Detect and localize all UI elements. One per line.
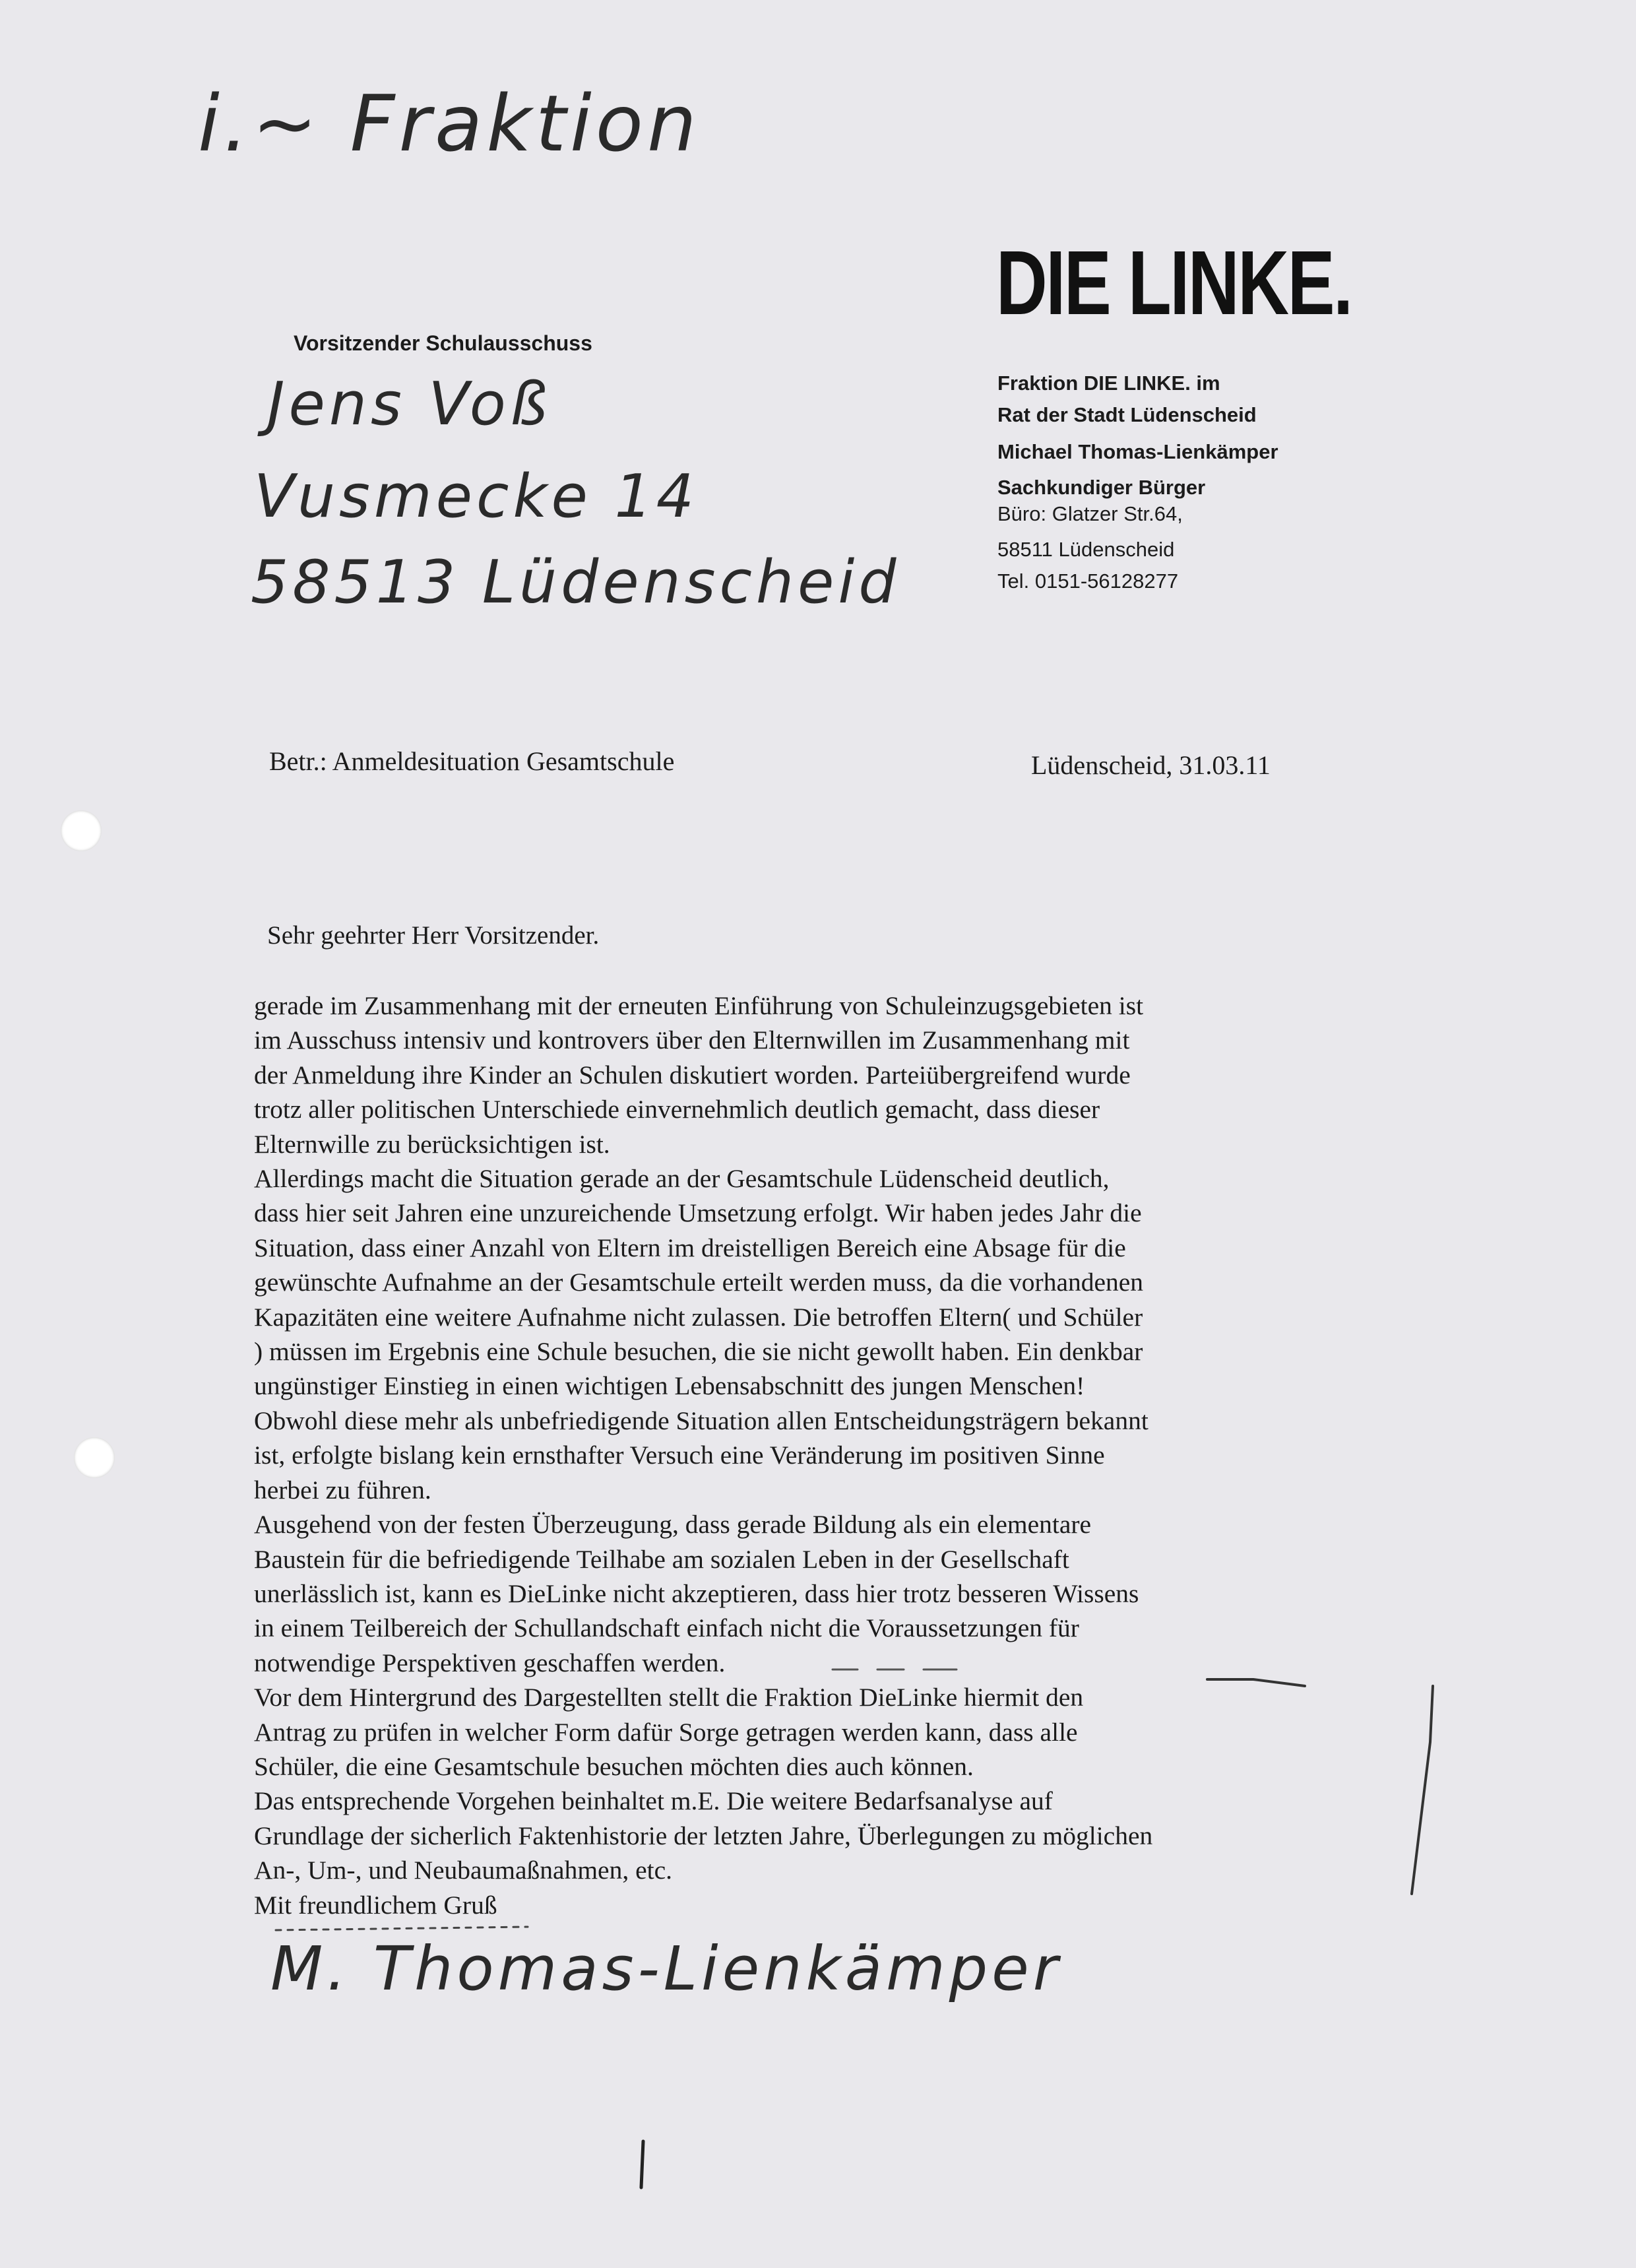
body-line: Situation, dass einer Anzahl von Eltern im dreistelligen Bereich eine Absage für die xyxy=(254,1233,1126,1262)
letter-date: Lüdenscheid, 31.03.11 xyxy=(1031,750,1271,780)
body-line: Ausgehend von der festen Überzeugung, dass gerade Bildung als ein elementare xyxy=(254,1510,1092,1539)
party-logo: DIE LINKE. xyxy=(996,232,1352,334)
sender-line-name: Michael Thomas-Lienkämper xyxy=(997,440,1278,463)
handwritten-underline xyxy=(276,1927,528,1930)
handwritten-bracket-mark xyxy=(1207,1679,1433,1894)
body-line: Kapazitäten eine weitere Aufnahme nicht zulassen. Die betroffen Eltern( und Schüler xyxy=(254,1302,1143,1332)
salutation: Sehr geehrter Herr Vorsitzender. xyxy=(267,921,600,950)
handwritten-top-note: i.~ Fraktion xyxy=(198,78,701,169)
sender-line-faction: Fraktion DIE LINKE. im xyxy=(997,372,1220,395)
body-line: Das entsprechende Vorgehen beinhaltet m.E. Die weitere Bedarfsanalyse auf xyxy=(254,1786,1053,1816)
body-line: unerlässlich ist, kann es DieLinke nicht akzeptieren, dass hier trotz besseren Wissens xyxy=(254,1578,1139,1608)
sender-line-city: 58511 Lüdenscheid xyxy=(997,538,1175,561)
body-line: Obwohl diese mehr als unbefriedigende Situation allen Entscheidungsträgern bekannt xyxy=(254,1406,1148,1435)
body-line: Antrag zu prüfen in welcher Form dafür Sorge getragen werden kann, dass alle xyxy=(254,1717,1078,1747)
body-line: Grundlage der sicherlich Faktenhistorie der letzten Jahre, Überlegungen zu möglichen xyxy=(254,1821,1153,1850)
body-line: gewünschte Aufnahme an der Gesamtschule erteilt werden muss, da die vorhandenen xyxy=(254,1268,1144,1297)
sender-line-office: Büro: Glatzer Str.64, xyxy=(997,502,1183,525)
sender-line-phone: Tel. 0151-56128277 xyxy=(997,569,1179,593)
body-line: trotz aller politischen Unterschiede einvernehmlich deutlich gemacht, dass dieser xyxy=(254,1095,1100,1124)
body-line: im Ausschuss intensiv und kontrovers über den Elternwillen im Zusammenhang mit xyxy=(254,1025,1130,1055)
recipient-title: Vorsitzender Schulausschuss xyxy=(294,331,592,355)
body-line: An-, Um-, und Neubaumaßnahmen, etc. xyxy=(254,1856,673,1885)
handwritten-vertical-stroke xyxy=(641,2141,643,2187)
body-line: in einem Teilbereich der Schullandschaft einfach nicht die Voraussetzungen für xyxy=(254,1613,1079,1643)
handwritten-signature: M. Thomas-Lienkämper xyxy=(270,1933,1062,2004)
body-line: Mit freundlichem Gruß xyxy=(254,1890,497,1920)
sender-line-council: Rat der Stadt Lüdenscheid xyxy=(997,403,1257,426)
body-line: der Anmeldung ihre Kinder an Schulen diskutiert worden. Parteiübergreifend wurde xyxy=(254,1060,1131,1089)
body-line: Allerdings macht die Situation gerade an der Gesamtschule Lüdenscheid deutlich, xyxy=(254,1164,1110,1194)
body-line: Elternwille zu berücksichtigen ist. xyxy=(254,1129,610,1159)
sender-line-role: Sachkundiger Bürger xyxy=(997,476,1206,499)
body-line: Baustein für die befriedigende Teilhabe am sozialen Leben in der Gesellschaft xyxy=(254,1544,1069,1574)
body-line: dass hier seit Jahren eine unzureichende Umsetzung erfolgt. Wir haben jedes Jahr die xyxy=(254,1198,1142,1228)
body-line: gerade im Zusammenhang mit der erneuten Einführung von Schuleinzugsgebieten ist xyxy=(254,991,1144,1020)
body-line: Schüler, die eine Gesamtschule besuchen möchten dies auch können. xyxy=(254,1751,974,1781)
body-line: ungünstiger Einstieg in einen wichtigen Lebensabschnitt des jungen Menschen! xyxy=(254,1371,1085,1401)
body-line: ist, erfolgte bislang kein ernsthafter Versuch eine Veränderung im positiven Sinne xyxy=(254,1441,1105,1470)
body-line: herbei zu führen. xyxy=(254,1475,431,1505)
body-line: Vor dem Hintergrund des Dargestellten stellt die Fraktion DieLinke hiermit den xyxy=(254,1683,1084,1712)
body-line: ) müssen im Ergebnis eine Schule besuchen, die sie nicht gewollt haben. Ein denkbar xyxy=(254,1337,1143,1367)
handwritten-recipient-name: Jens Voß xyxy=(267,370,551,439)
subject-line: Betr.: Anmeldesituation Gesamtschule xyxy=(269,746,675,776)
handwritten-recipient-street: Vusmecke 14 xyxy=(254,462,699,531)
body-line: notwendige Perspektiven geschaffen werden. xyxy=(254,1648,726,1677)
handwritten-recipient-city: 58513 Lüdenscheid xyxy=(251,548,900,617)
